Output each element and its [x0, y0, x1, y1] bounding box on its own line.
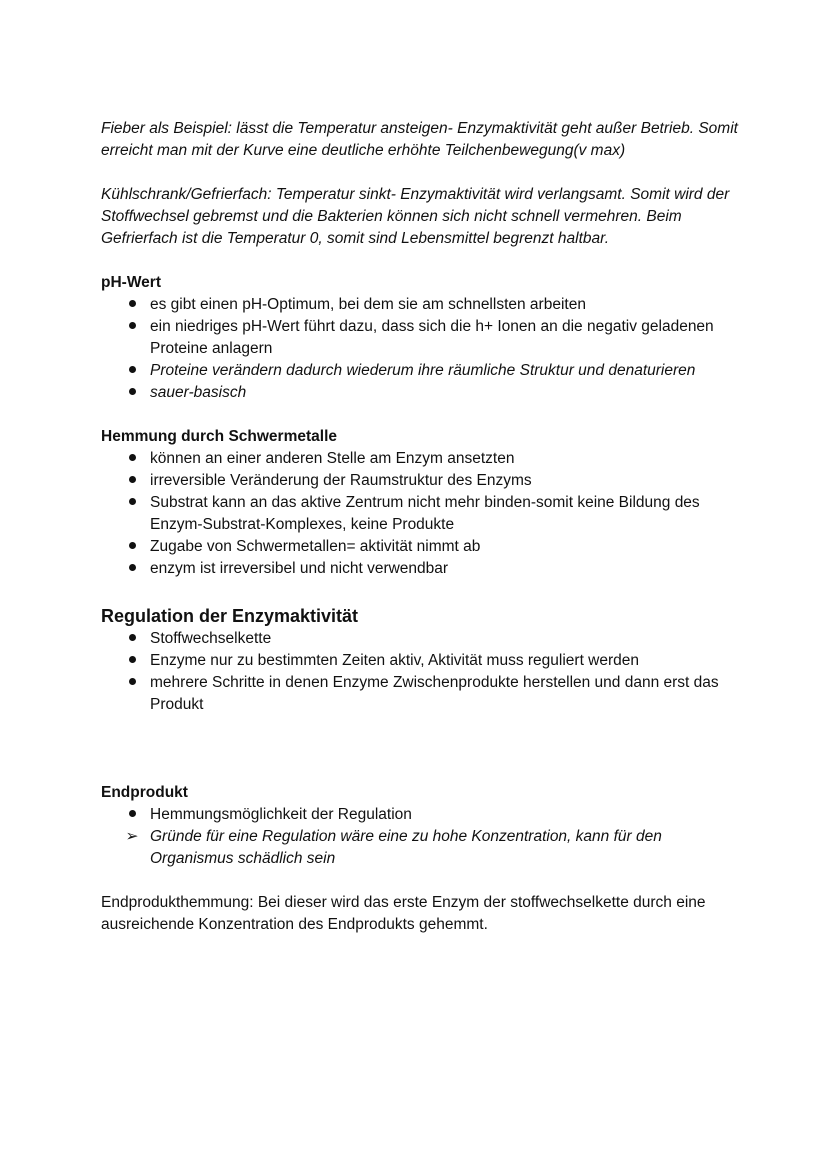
arrow-bullet-icon: ➢	[125, 828, 139, 845]
list-endprodukt	[101, 804, 741, 870]
list-item: Proteine verändern dadurch wiederum ihre räumliche Struktur und denaturieren	[101, 360, 741, 382]
list-item: enzym ist irreversibel und nicht verwendbar	[101, 558, 741, 580]
paragraph-endprodukthemmung: Endprodukthemmung: Bei dieser wird das erste Enzym der stoffwechselkette durch eine ausreichende Konzentration des Endprodukts gehemmt.	[101, 894, 706, 933]
paragraph-kuehlschrank: Kühlschrank/Gefrierfach: Temperatur sinkt- Enzymaktivität wird verlangsamt. Somit wird der Stoffwechsel gebremst und die Bakterien können sich nicht schnell vermehren. Beim Gefrierfach ist die Temperatur 0, somit sind Lebensmittel begrenzt haltbar.	[101, 186, 730, 247]
list-item: ein niedriges pH-Wert führt dazu, dass sich die h+ Ionen an die negativ geladenen Proteine anlagern	[101, 316, 741, 360]
list-item: Zugabe von Schwermetallen= aktivität nimmt ab	[101, 536, 741, 558]
list-item: Enzyme nur zu bestimmten Zeiten aktiv, Aktivität muss reguliert werden	[101, 650, 741, 672]
bullet-icon	[122, 492, 142, 514]
bullet-icon	[122, 382, 142, 404]
list-item: können an einer anderen Stelle am Enzym ansetzten	[101, 448, 741, 470]
bullet-icon	[122, 628, 142, 650]
bullet-icon	[122, 650, 142, 672]
list-item: irreversible Veränderung der Raumstruktur des Enzyms	[101, 470, 741, 492]
paragraph-fieber: Fieber als Beispiel: lässt die Temperatur ansteigen- Enzymaktivität geht außer Betrieb. Somit erreicht man mit der Kurve eine deutliche erhöhte Teilchenbewegung(v max)	[101, 120, 738, 159]
list-item: mehrere Schritte in denen Enzyme Zwischenprodukte herstellen und dann erst das Produkt	[101, 672, 741, 716]
bullet-icon	[122, 536, 142, 558]
bullet-icon	[122, 448, 142, 470]
document-page	[101, 118, 741, 936]
list-item: sauer-basisch	[101, 382, 741, 404]
list-item: es gibt einen pH-Optimum, bei dem sie am schnellsten arbeiten	[101, 294, 741, 316]
bullet-icon	[122, 470, 142, 492]
list-item: ➢ Gründe für eine Regulation wäre eine zu hohe Konzentration, kann für den Organismus schädlich sein	[101, 826, 741, 870]
bullet-icon	[122, 558, 142, 580]
bullet-icon	[122, 294, 142, 316]
heading-schwermetalle: Hemmung durch Schwermetalle	[101, 428, 338, 445]
list-ph-wert	[101, 294, 741, 404]
heading-regulation: Regulation der Enzymaktivität	[101, 606, 359, 626]
heading-endprodukt: Endprodukt	[101, 784, 188, 801]
list-item: Hemmungsmöglichkeit der Regulation	[101, 804, 741, 826]
list-schwermetalle	[101, 448, 741, 580]
bullet-icon	[122, 804, 142, 826]
list-regulation	[101, 628, 741, 716]
bullet-icon	[122, 316, 142, 338]
heading-ph-wert: pH-Wert	[101, 274, 161, 291]
list-item: Substrat kann an das aktive Zentrum nicht mehr binden-somit keine Bildung des Enzym-Substrat-Komplexes, keine Produkte	[101, 492, 741, 536]
list-item: Stoffwechselkette	[101, 628, 741, 650]
bullet-icon	[122, 672, 142, 694]
bullet-icon	[122, 360, 142, 382]
